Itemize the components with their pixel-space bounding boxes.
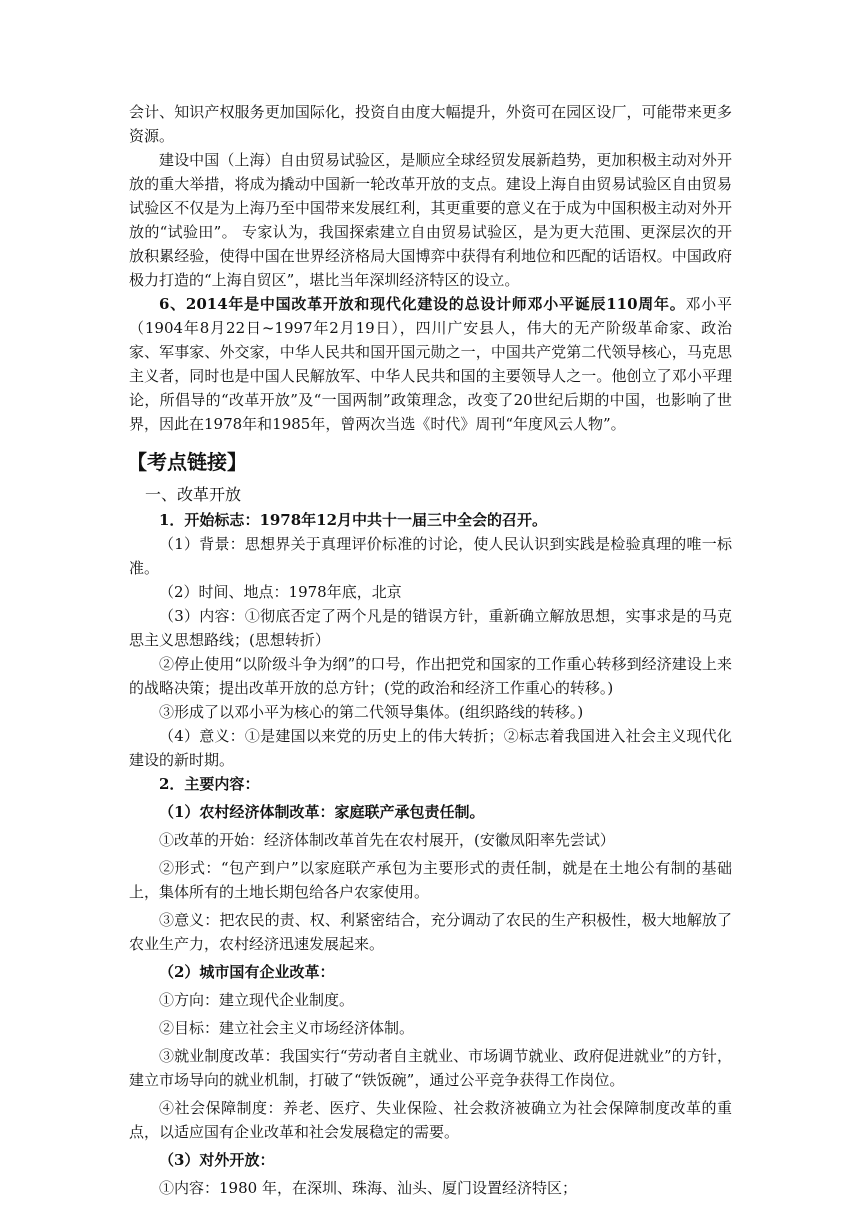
significance-item: （4）意义：①是建国以来党的历史上的伟大转折；②标志着我国进入社会主义现代化建设的新时期。: [129, 727, 732, 769]
urban-item-4: ④社会保障制度：养老、医疗、失业保险、社会救济被确立为社会保障制度改革的重点，以适应国有企业改革和社会发展稳定的需要。: [129, 1099, 732, 1141]
time-place-item: （2）时间、地点：1978年底，北京: [159, 583, 402, 601]
rural-item-1: ①改革的开始：经济体制改革首先在农村展开，(安徽凤阳率先尝试）: [159, 831, 615, 849]
urban-item-2: ②目标：建立社会主义市场经济体制。: [159, 1019, 415, 1037]
section-title: 【考点链接】: [127, 450, 247, 474]
content-item-3: ③形成了以邓小平为核心的第二代领导集体。(组织路线的转移。): [159, 703, 584, 721]
rural-item-3: ③意义：把农民的责、权、利紧密结合，充分调动了农民的生产积极性，极大地解放了农业生产力，农村经济迅速发展起来。: [129, 911, 732, 953]
content-item-1: （3）内容：①彻底否定了两个凡是的错误方针，重新确立解放思想，实事求是的马克思主义思想路线；(思想转折）: [129, 607, 732, 649]
opening-up-item-1: ①内容：1980 年，在深圳、珠海、汕头、厦门设置经济特区；: [159, 1179, 577, 1197]
background-item: （1）背景：思想界关于真理评价标准的讨论，使人民认识到实践是检验真理的唯一标准。: [129, 535, 732, 577]
start-marker: 1．开始标志：1978年12月中共十一届三中全会的召开。: [159, 511, 548, 529]
opening-up-heading: （3）对外开放：: [159, 1151, 275, 1169]
paragraph-shanghai-ftz: 建设中国（上海）自由贸易试验区，是顺应全球经贸发展新趋势，更加积极主动对外开放的重大举措，将成为撬动中国新一轮改革开放的支点。建设上海自由贸易试验区自由贸易试验区不仅是为上海乃至中国带来发展红利，其更重要的意义在于成为中国积极主动对外开放的“试验田”。 专家认为，我国探索建立自由贸易试验区，是为更大范围、更深层次的开放积累经验，使得中国在世界经济格局大国博弈中获得有利地位和匹配的话语权。中国政府极力打造的“上海自贸区”，堪比当年深圳经济特区的设立。: [129, 151, 732, 289]
urban-reform-heading: （2）城市国有企业改革：: [159, 963, 335, 981]
urban-item-3: ③就业制度改革：我国实行“劳动者自主就业、市场调节就业、政府促进就业”的方针，建立市场导向的就业机制，打破了“铁饭碗”，通过公平竞争获得工作岗位。: [129, 1047, 732, 1089]
urban-item-1: ①方向：建立现代企业制度。: [159, 991, 355, 1009]
deng-anniversary-heading: 6、2014年是中国改革开放和现代化建设的总设计师邓小平诞辰110周年。: [159, 295, 686, 313]
deng-biography: 邓小平（1904年8月22日~1997年2月19日），四川广安县人，伟大的无产阶级革命家、政治家、军事家、外交家，中华人民共和国开国元勋之一，中国共产党第二代领导核心，马克思主义者，同时也是中国人民解放军、中华人民共和国的主要领导人之一。他创立了邓小平理论，所倡导的“改革开放”及“一国两制”政策理念，改变了20世纪后期的中国，也影响了世界，因此在1978年和1985年，曾两次当选《时代》周刊“年度风云人物”。: [129, 295, 732, 433]
rural-item-2: ②形式：“包产到户”以家庭联产承包为主要形式的责任制，就是在土地公有制的基础上，集体所有的土地长期包给各户农家使用。: [129, 859, 732, 901]
content-item-2: ②停止使用“以阶级斗争为纲”的口号，作出把党和国家的工作重心转移到经济建设上来的战略决策；提出改革开放的总方针；(党的政治和经济工作重心的转移。): [129, 655, 732, 697]
paragraph-intro: 会计、知识产权服务更加国际化，投资自由度大幅提升，外资可在园区设厂，可能带来更多资源。: [129, 103, 732, 145]
main-content-heading: 2．主要内容：: [159, 775, 260, 793]
rural-reform-heading: （1）农村经济体制改革：家庭联产承包责任制。: [159, 803, 485, 821]
subsection-title: 一、改革开放: [145, 485, 242, 504]
paragraph-deng-xiaoping: [129, 292, 732, 436]
